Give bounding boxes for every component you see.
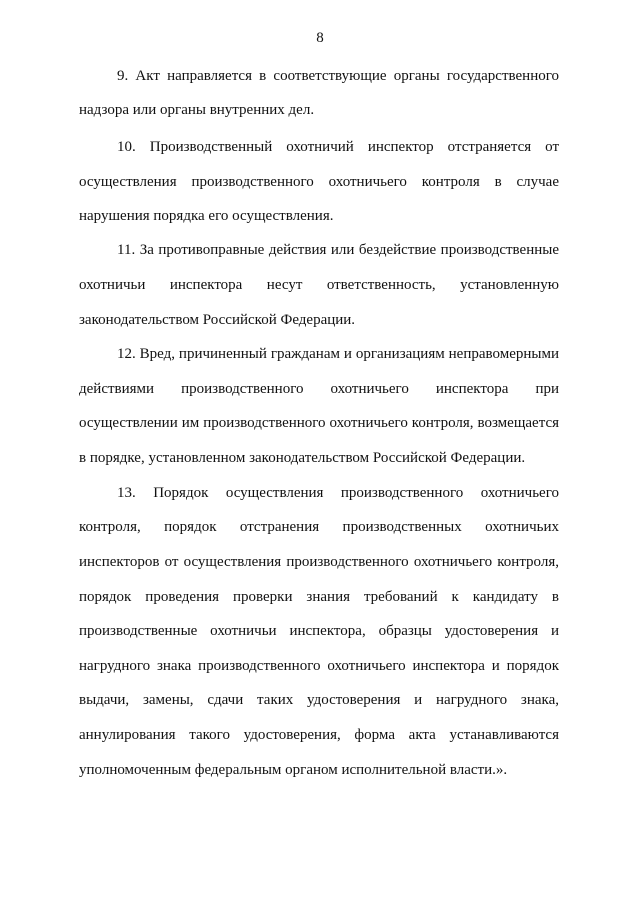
paragraph-line: осуществления производственного охотничьего контроля в случае	[79, 174, 559, 190]
paragraph-line: 11. За противоправные действия или бездействие производственные	[117, 242, 559, 258]
paragraph-line: 10. Производственный охотничий инспектор отстраняется от	[117, 139, 559, 155]
paragraph-line: 13. Порядок осуществления производственного охотничьего	[117, 485, 559, 501]
paragraph-line: производственные охотничьи инспектора, образцы удостоверения и	[79, 623, 559, 639]
paragraph-line: действиями производственного охотничьего инспектора при	[79, 381, 559, 397]
paragraph-line: контроля, порядок отстранения производственных охотничьих	[79, 519, 559, 535]
paragraph-line: порядок проведения проверки знания требований к кандидату в	[79, 589, 559, 605]
paragraph-line: аннулирования такого удостоверения, форма акта устанавливаются	[79, 727, 559, 743]
paragraph-line: уполномоченным федеральным органом исполнительной власти.».	[79, 762, 508, 778]
paragraph-line: нагрудного знака производственного охотничьего инспектора и порядок	[79, 658, 559, 674]
paragraph-line: инспекторов от осуществления производственного охотничьего контроля,	[79, 554, 559, 570]
paragraph-line: выдачи, замены, сдачи таких удостоверения и нагрудного знака,	[79, 692, 559, 708]
paragraph-line: нарушения порядка его осуществления.	[79, 208, 334, 224]
paragraph-line: охотничьи инспектора несут ответственность, установленную	[79, 277, 559, 293]
paragraph-line: осуществлении им производственного охотничьего контроля, возмещается	[79, 415, 559, 431]
page-number: 8	[316, 30, 324, 46]
paragraph-line: 9. Акт направляется в соответствующие органы государственного	[117, 68, 559, 84]
paragraph-line: законодательством Российской Федерации.	[79, 312, 356, 328]
paragraph-line: 12. Вред, причиненный гражданам и организациям неправомерными	[117, 346, 559, 362]
paragraph-line: надзора или органы внутренних дел.	[79, 102, 315, 118]
paragraph-line: в порядке, установленном законодательством Российской Федерации.	[79, 450, 526, 466]
